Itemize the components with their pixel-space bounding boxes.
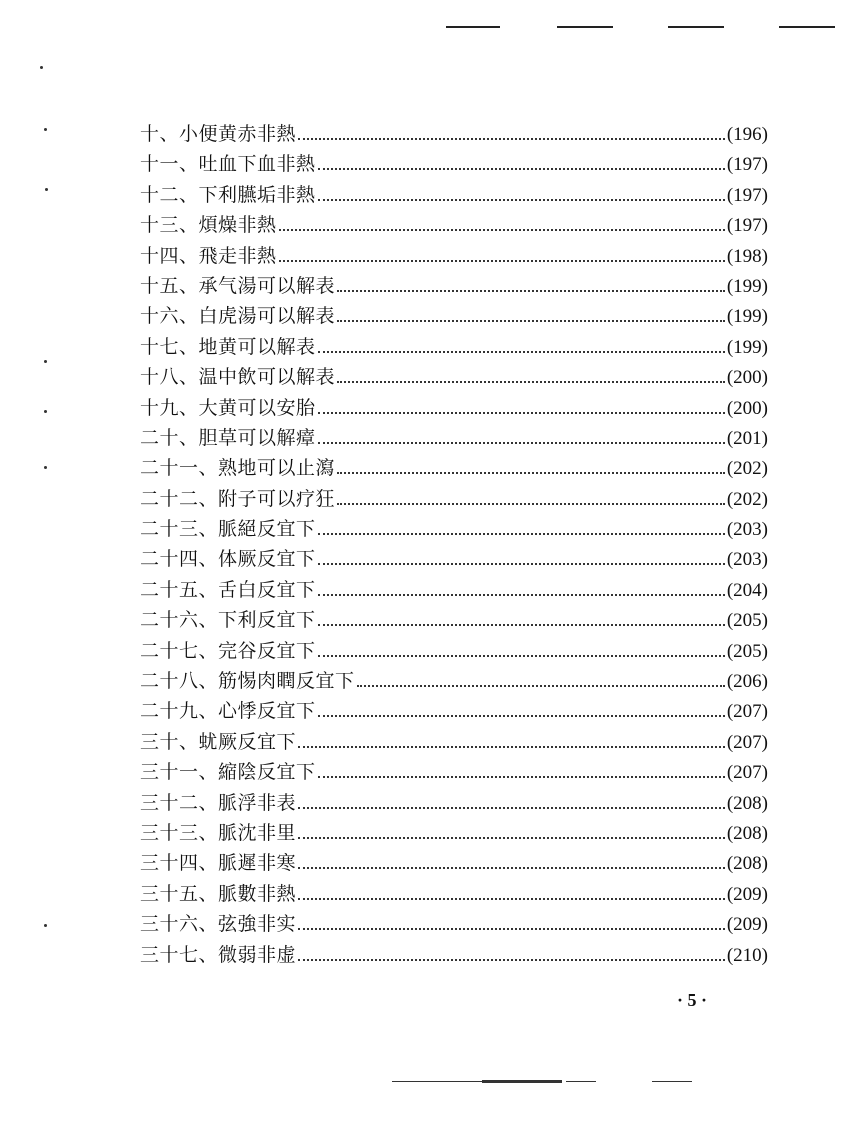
toc-entry-page: (204): [726, 579, 768, 601]
toc-entry-page: (199): [726, 336, 768, 358]
dot-leader: [318, 198, 725, 201]
toc-entry-title: 十八、温中飲可以解表: [140, 366, 336, 389]
toc-entry-page: (197): [726, 215, 768, 237]
dot-leader: [318, 167, 725, 170]
toc-entry-title: 三十六、弦強非实: [140, 913, 297, 936]
toc-entry-title: 三十七、微弱非虚: [140, 943, 297, 966]
toc-entry: [140, 514, 768, 544]
toc-entry: [140, 423, 768, 453]
header-rule: [779, 26, 835, 28]
toc-entry-title: 十一、吐血下血非熱: [140, 153, 316, 176]
toc-entry: [140, 271, 768, 301]
toc-entry-title: 三十一、縮陰反宜下: [140, 761, 316, 784]
dot-leader: [298, 137, 725, 140]
toc-entry: [140, 210, 768, 240]
toc-entry-title: 十四、飛走非熱: [140, 244, 277, 267]
dot-leader: [318, 532, 725, 535]
toc-entry-title: 十二、下利臙垢非熱: [140, 183, 316, 206]
dot-leader: [357, 684, 725, 687]
toc-entry-page: (205): [726, 640, 768, 662]
dot-leader: [318, 441, 725, 444]
toc-entry-page: (210): [726, 944, 768, 966]
toc-entry: [140, 241, 768, 271]
toc-entry-page: (207): [726, 701, 768, 723]
bottom-rule: [652, 1081, 692, 1082]
toc-entry-title: 十五、承气湯可以解表: [140, 274, 336, 297]
toc-entry: [140, 362, 768, 392]
scan-speck: [44, 410, 47, 413]
toc-entry-title: 三十二、脈浮非表: [140, 791, 297, 814]
toc-entry-title: 二十四、体厥反宜下: [140, 548, 316, 571]
toc-entry: [140, 575, 768, 605]
dot-leader: [298, 897, 725, 900]
toc-entry: [140, 301, 768, 331]
table-of-contents: [140, 119, 768, 970]
toc-entry-title: 二十、胆草可以解瘴: [140, 426, 316, 449]
toc-entry: [140, 848, 768, 878]
dot-leader: [298, 927, 725, 930]
toc-entry-title: 三十四、脈遲非寒: [140, 852, 297, 875]
scan-speck: [44, 466, 47, 469]
toc-entry: [140, 393, 768, 423]
toc-entry-page: (196): [726, 124, 768, 145]
toc-entry: [140, 666, 768, 696]
dot-leader: [318, 714, 725, 717]
toc-entry: [140, 332, 768, 362]
toc-entry-title: 十、小便黄赤非熱: [140, 123, 297, 145]
toc-entry: [140, 727, 768, 757]
dot-leader: [337, 289, 725, 292]
toc-entry-title: 三十、蚘厥反宜下: [140, 730, 297, 753]
dot-leader: [298, 958, 725, 961]
toc-entry-page: (199): [726, 275, 768, 297]
toc-entry-page: (205): [726, 610, 768, 632]
scan-speck: [44, 924, 47, 927]
toc-entry-title: 二十七、完谷反宜下: [140, 639, 316, 662]
toc-entry-title: 三十三、脈沈非里: [140, 821, 297, 844]
scan-speck: [45, 188, 48, 191]
toc-entry-page: (200): [726, 397, 768, 419]
dot-leader: [337, 502, 725, 505]
dot-leader: [318, 623, 725, 626]
toc-entry-page: (207): [726, 762, 768, 784]
toc-entry-page: (197): [726, 184, 768, 206]
toc-entry-title: 十三、煩燥非熱: [140, 214, 277, 237]
header-rule: [446, 26, 500, 28]
toc-entry-page: (208): [726, 822, 768, 844]
bottom-rule: [566, 1081, 596, 1082]
toc-entry-title: 二十九、心悸反宜下: [140, 700, 316, 723]
dot-leader: [337, 319, 725, 322]
toc-entry: [140, 879, 768, 909]
toc-entry-page: (203): [726, 549, 768, 571]
dot-leader: [337, 471, 725, 474]
toc-entry: [140, 544, 768, 574]
toc-entry: [140, 788, 768, 818]
dot-leader: [337, 380, 725, 383]
toc-entry: [140, 484, 768, 514]
toc-entry-page: (201): [726, 427, 768, 449]
bottom-rule: [482, 1080, 562, 1083]
toc-entry: [140, 696, 768, 726]
toc-entry: [140, 149, 768, 179]
toc-entry-page: (209): [726, 883, 768, 905]
toc-entry: [140, 605, 768, 635]
toc-entry-title: 二十六、下利反宜下: [140, 609, 316, 632]
dot-leader: [318, 350, 725, 353]
toc-entry-page: (208): [726, 792, 768, 814]
dot-leader: [298, 745, 725, 748]
toc-entry-title: 二十二、附子可以疗狂: [140, 487, 336, 510]
toc-entry: [140, 636, 768, 666]
header-rule: [668, 26, 724, 28]
toc-entry-page: (202): [726, 488, 768, 510]
toc-entry-title: 二十三、脈絕反宜下: [140, 518, 316, 541]
toc-entry-page: (197): [726, 154, 768, 176]
dot-leader: [318, 593, 725, 596]
toc-entry-page: (200): [726, 367, 768, 389]
toc-entry-page: (206): [726, 671, 768, 693]
dot-leader: [318, 654, 725, 657]
page-number: · 5 ·: [676, 990, 707, 1010]
dot-leader: [298, 836, 725, 839]
toc-entry-page: (208): [726, 853, 768, 875]
toc-entry: [140, 818, 768, 848]
scan-speck: [40, 66, 43, 69]
toc-entry-page: (202): [726, 458, 768, 480]
toc-entry: [140, 453, 768, 483]
toc-entry-title: 三十五、脈數非熱: [140, 882, 297, 905]
toc-entry-title: 十七、地黄可以解表: [140, 335, 316, 358]
scan-speck: [44, 360, 47, 363]
toc-entry-title: 十六、白虎湯可以解表: [140, 305, 336, 328]
dot-leader: [279, 228, 725, 231]
scan-speck: [44, 128, 47, 131]
toc-entry: [140, 180, 768, 210]
toc-entry-page: (203): [726, 519, 768, 541]
dot-leader: [279, 259, 725, 262]
toc-entry: [140, 940, 768, 970]
toc-entry-title: 二十一、熟地可以止瀉: [140, 457, 336, 480]
header-rule: [557, 26, 613, 28]
dot-leader: [318, 562, 725, 565]
toc-entry: [140, 757, 768, 787]
toc-entry: [140, 909, 768, 939]
toc-entry-page: (209): [726, 914, 768, 936]
dot-leader: [298, 806, 725, 809]
toc-entry-page: (199): [726, 306, 768, 328]
bottom-rule: [392, 1081, 482, 1082]
toc-entry: [140, 119, 768, 149]
toc-entry-page: (207): [726, 731, 768, 753]
toc-entry-title: 二十八、筋惕肉瞤反宜下: [140, 670, 355, 693]
toc-entry-title: 十九、大黄可以安胎: [140, 396, 316, 419]
dot-leader: [318, 411, 725, 414]
toc-entry-title: 二十五、舌白反宜下: [140, 578, 316, 601]
dot-leader: [318, 775, 725, 778]
toc-entry-page: (198): [726, 245, 768, 267]
dot-leader: [298, 866, 725, 869]
